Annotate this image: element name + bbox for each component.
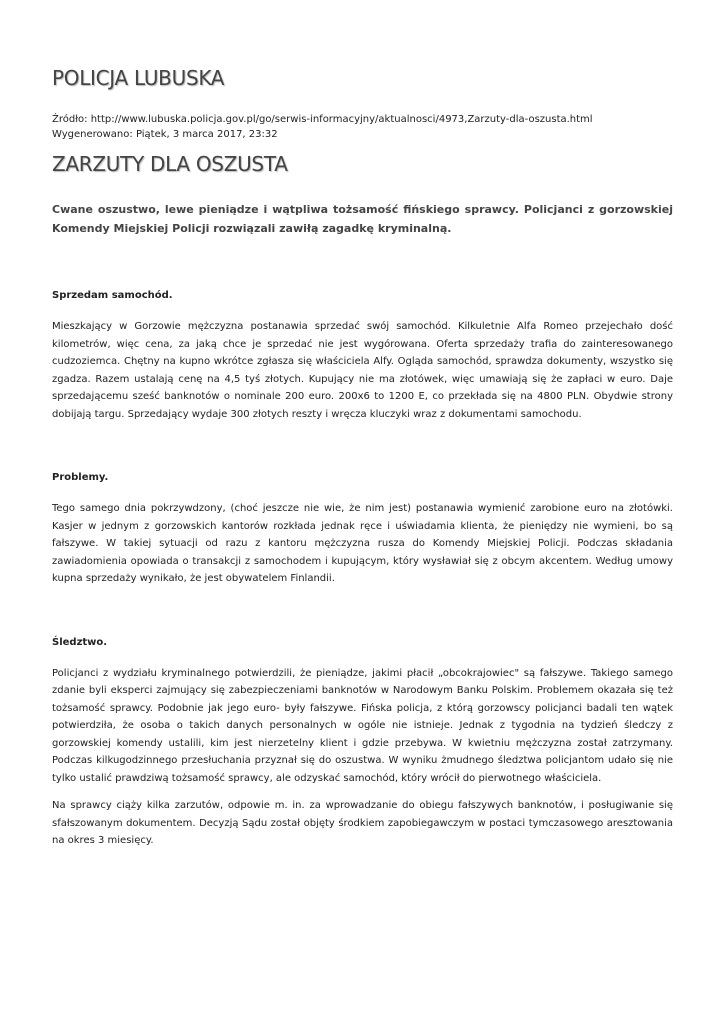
section-paragraph: Mieszkający w Gorzowie mężczyzna postanawia sprzedać swój samochód. Kilkuletnie Alfa Romeo przejechało dość kilometrów, więc cena, za jaką chce je sprzedać nie jest wygórowana. Oferta sprzedaży trafia do zainteresowanego cudzoziemca. Chętny na kupno wkrótce zgłasza się właściciela Alfy. Ogląda samochód, sprawdza dokumenty, wszystko się zgadza. Razem ustalają cenę na 4,5 tyś złotych. Kupujący nie ma złotówek, więc umawiają się że zapłaci w euro. Daje sprzedającemu sześć banknotów o nominale 200 euro. 200x6 to 1200 E, co przekłada się na 4800 PLN. Obydwie strony dobijają targu. Sprzedający wydaje 300 złotych reszty i wręcza kluczyki wraz z dokumentami samochodu. [52, 321, 673, 420]
source-line: Źródło: http://www.lubuska.policja.gov.pl/go/serwis-informacyjny/aktualnosci/4973,Zarzuty-dla-oszusta.html [52, 114, 593, 125]
article-title: ZARZUTY DLA OSZUSTA [52, 152, 288, 176]
section-heading-problems: Problemy. [52, 472, 109, 483]
section-paragraph: Policjanci z wydziału kryminalnego potwierdzili, że pieniądze, jakimi płacił „obcokrajowiec" są fałszywe. Takiego samego zdanie byli eksperci zajmujący się zabezpieczeniami banknotów w Narodowym Banku Polskim. Problemem okazała się też tożsamość sprawcy. Podobnie jak jego euro- były fałszywe. Fińska policja, z którą gorzowscy policjanci badali ten wątek potwierdziła, że osoba o takich danych personalnych w ogóle nie istnieje. Jednak z tygodnia na tydzień śledczy z gorzowskiej komendy ustalili, kim jest nierzetelny klient i gdzie przebywa. W kwietniu mężczyzna został zatrzymany. Podczas kilkugodzinnego przesłuchania przyznał się do oszustwa. W wyniku żmudnego śledztwa policjantom udało się nie tylko ustalić prawdziwą tożsamość sprawcy, ale odzyskać samochód, który wrócił do pierwotnego właściciela. [52, 667, 673, 784]
article-lead: Cwane oszustwo, lewe pieniądze i wątpliwa tożsamość fińskiego sprawcy. Policjanci z gorzowskiej Komendy Miejskiej Policji rozwiązali zawiłą zagadkę kryminalną. [52, 203, 673, 235]
section-heading-sale: Sprzedam samochód. [52, 290, 173, 301]
section-heading-investigation: Śledztwo. [52, 636, 108, 648]
section-paragraph: Tego samego dnia pokrzywdzony, (choć jeszcze nie wie, że nim jest) postanawia wymienić zarobione euro na złotówki. Kasjer w jednym z gorzowskich kantorów rozkłada jednak ręce i uświadamia klienta, że pieniędzy nie wymieni, bo są fałszywe. W takiej sytuacji od razu z kantoru mężczyzna rusza do Komendy Miejskiej Policji. Podczas składania zawiadomienia opowiada o transakcji z samochodem i kupującym, który wysławiał się z obcym akcentem. Według umowy kupna sprzedaży wynikało, że jest obywatelem Finlandii. [52, 503, 673, 584]
site-title: POLICJA LUBUSKA [52, 66, 225, 90]
meta-block [52, 113, 673, 142]
section-paragraph: Na sprawcy ciąży kilka zarzutów, odpowie m. in. za wprowadzanie do obiegu fałszywych banknotów, i posługiwanie się sfałszowanym dokumentem. Decyzją Sądu został objęty środkiem zapobiegawczym w postaci tymczasowego aresztowania na okres 3 miesięcy. [52, 800, 673, 846]
generated-line: Wygenerowano: Piątek, 3 marca 2017, 23:32 [52, 128, 278, 140]
document-page [52, 64, 673, 850]
